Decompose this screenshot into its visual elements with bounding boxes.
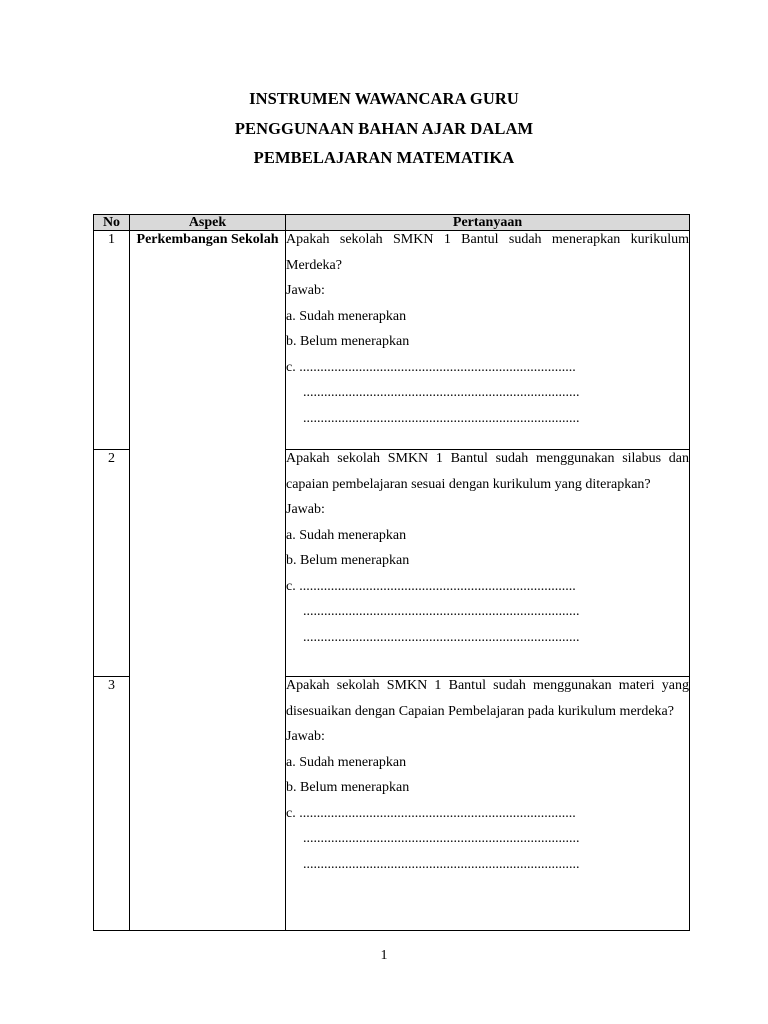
- answer-dots-line: ...............................................................................: [303, 410, 580, 426]
- option-b: b. Belum menerapkan: [286, 780, 410, 795]
- question-cell: [286, 677, 690, 931]
- document-title: [0, 84, 768, 173]
- question-text: Apakah sekolah SMKN 1 Bantul sudah menggunakan materi yang disesuaikan dengan Capaian Pembelajaran pada kurikulum merdeka?: [286, 678, 689, 719]
- option-a: a. Sudah menerapkan: [286, 527, 407, 543]
- row-number: 3: [94, 677, 130, 931]
- question-cell: [286, 231, 690, 450]
- answer-dots-line: ...............................................................................: [303, 604, 580, 619]
- answer-label: Jawab:: [286, 283, 325, 298]
- row-number: 2: [94, 450, 130, 677]
- header-no: No: [94, 215, 130, 231]
- row-number: 1: [94, 231, 130, 450]
- table-row: [94, 231, 690, 450]
- option-b: b. Belum menerapkan: [286, 553, 410, 568]
- interview-table: [93, 214, 690, 931]
- option-a: a. Sudah menerapkan: [286, 308, 407, 324]
- answer-dots-line: ...............................................................................: [303, 385, 580, 400]
- option-a: a. Sudah menerapkan: [286, 754, 407, 770]
- answer-dots-line: ...............................................................................: [303, 856, 580, 872]
- title-line-1: INSTRUMEN WAWANCARA GURU: [249, 89, 519, 108]
- header-aspek: Aspek: [130, 215, 286, 231]
- question-cell: [286, 450, 690, 677]
- answer-dots-line: ...............................................................................: [303, 831, 580, 846]
- page-number: 1: [380, 948, 388, 963]
- question-text: Apakah sekolah SMKN 1 Bantul sudah menerapkan kurikulum Merdeka?: [286, 232, 689, 273]
- option-c: c. ...............................................................................: [286, 805, 576, 821]
- answer-dots-line: ...............................................................................: [303, 629, 580, 645]
- answer-label: Jawab:: [286, 729, 325, 744]
- option-b: b. Belum menerapkan: [286, 334, 410, 349]
- question-text: Apakah sekolah SMKN 1 Bantul sudah menggunakan silabus dan capaian pembelajaran sesuai dengan kurikulum yang diterapkan?: [286, 451, 689, 492]
- header-pertanyaan: Pertanyaan: [286, 215, 690, 231]
- title-line-2: PENGGUNAAN BAHAN AJAR DALAM: [234, 118, 534, 138]
- aspek-cell: Perkembangan Sekolah: [130, 231, 286, 931]
- option-c: c. ...............................................................................: [286, 578, 576, 594]
- option-c: c. ...............................................................................: [286, 359, 576, 375]
- answer-label: Jawab:: [286, 502, 325, 517]
- title-line-3: PEMBELAJARAN MATEMATIKA: [253, 148, 515, 167]
